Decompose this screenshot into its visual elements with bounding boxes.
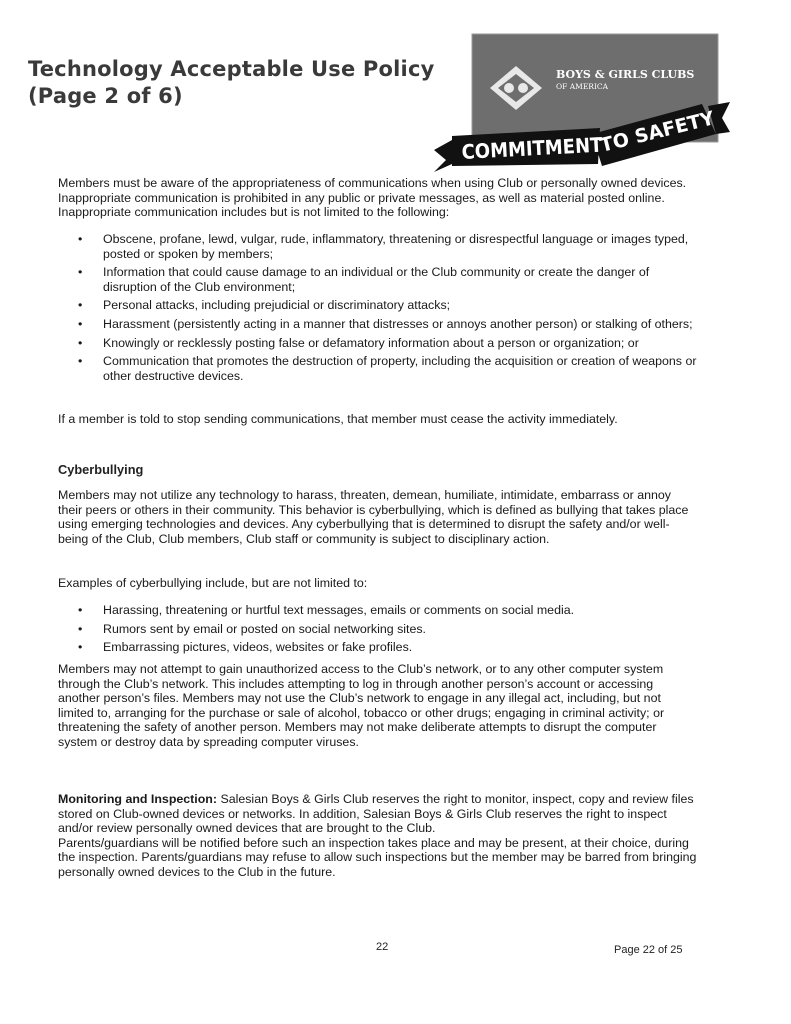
banner-word-commitment: COMMITMENT — [461, 132, 603, 164]
monitoring-text-2: Parents/guardians will be notified before such an inspection takes place and may be present, at their choice, during the inspection. Parents/guardians may refuse to allow such inspections but the member may be barred from bringing personally owned devices to the Club in the future. — [58, 835, 697, 879]
list-item: • Information that could cause damage to an individual or the Club community or create the danger of disruption of the Club environment; — [78, 265, 698, 294]
list-item: • Knowingly or recklessly posting false or defamatory information about a person or organization; or — [78, 336, 698, 351]
page-number-center: 22 — [376, 941, 389, 953]
monitoring-section — [58, 792, 698, 880]
page-number-right: Page 22 of 25 — [614, 944, 683, 956]
cyberbullying-examples-intro: Examples of cyberbullying include, but are not limited to: — [58, 576, 368, 590]
page-title — [28, 56, 435, 110]
title-line-2: (Page 2 of 6) — [28, 84, 183, 108]
list-item: • Rumors sent by email or posted on social networking sites. — [78, 622, 698, 637]
list-item: • Harassing, threatening or hurtful text messages, emails or comments on social media. — [78, 603, 698, 618]
logo-org-line-1: BOYS & GIRLS CLUBS — [556, 68, 695, 81]
cyberbullying-examples-list — [78, 603, 698, 659]
logo-org-line-2: OF AMERICA — [556, 82, 609, 91]
intro-paragraph: Members must be aware of the appropriateness of communications when using Club or personally owned devices. Inappropriate communication is prohibited in any public or private messages, as well as material posted online. Inappropriate communication includes but is not limited to the following: — [58, 176, 687, 220]
list-item: • Personal attacks, including prejudicial or discriminatory attacks; — [78, 298, 698, 313]
monitoring-text: Salesian Boys & Girls Club reserves the right to monitor, inspect, copy and review files stored on Club-owned devices or networks. In addition, Salesian Boys & Girls Club reserves the right to inspect and/or review personally owned devices that are brought to the Club. — [58, 792, 694, 836]
banner-word-to-safety: TO SAFETY — [597, 107, 717, 157]
inappropriate-communication-list — [78, 232, 698, 387]
monitoring-heading: Monitoring and Inspection: — [58, 792, 217, 806]
cyberbullying-heading: Cyberbullying — [58, 462, 144, 477]
list-item: • Embarrassing pictures, videos, websites or fake profiles. — [78, 640, 698, 655]
title-line-1: Technology Acceptable Use Policy — [28, 57, 435, 81]
commitment-to-safety-logo — [432, 32, 732, 174]
unauthorized-access-paragraph: Members may not attempt to gain unauthorized access to the Club’s network, or to any other computer system through the Club’s network. This includes attempting to log in through another person’s account or accessing another person’s files. Members may not use the Club’s network to engage in any illegal act, including, but not limited to, arranging for the purchase or sale of alcohol, tobacco or other drugs; engaging in criminal activity; or threatening the safety of another person. Members may not make deliberate attempts to disrupt the computer system or destroy data by spreading computer viruses. — [58, 662, 665, 749]
list-item: • Obscene, profane, lewd, vulgar, rude, inflammatory, threatening or disrespectful language or images typed, posted or spoken by members; — [78, 232, 698, 261]
list-item: • Harassment (persistently acting in a manner that distresses or annoys another person) or stalking of others; — [78, 317, 698, 332]
list-item: • Communication that promotes the destruction of property, including the acquisition or creation of weapons or other destructive devices. — [78, 354, 698, 383]
cyberbullying-paragraph: Members may not utilize any technology to harass, threaten, demean, humiliate, intimidate, embarrass or annoy their peers or others in their community. This behavior is cyberbullying, which is defined as bullying that takes place using emerging technologies and devices. Any cyberbullying that is determined to disrupt the safety and/or well-being of the Club, Club members, Club staff or community is subject to disciplinary action. — [58, 488, 689, 546]
stop-sending-sentence: If a member is told to stop sending communications, that member must cease the activity immediately. — [58, 412, 618, 426]
